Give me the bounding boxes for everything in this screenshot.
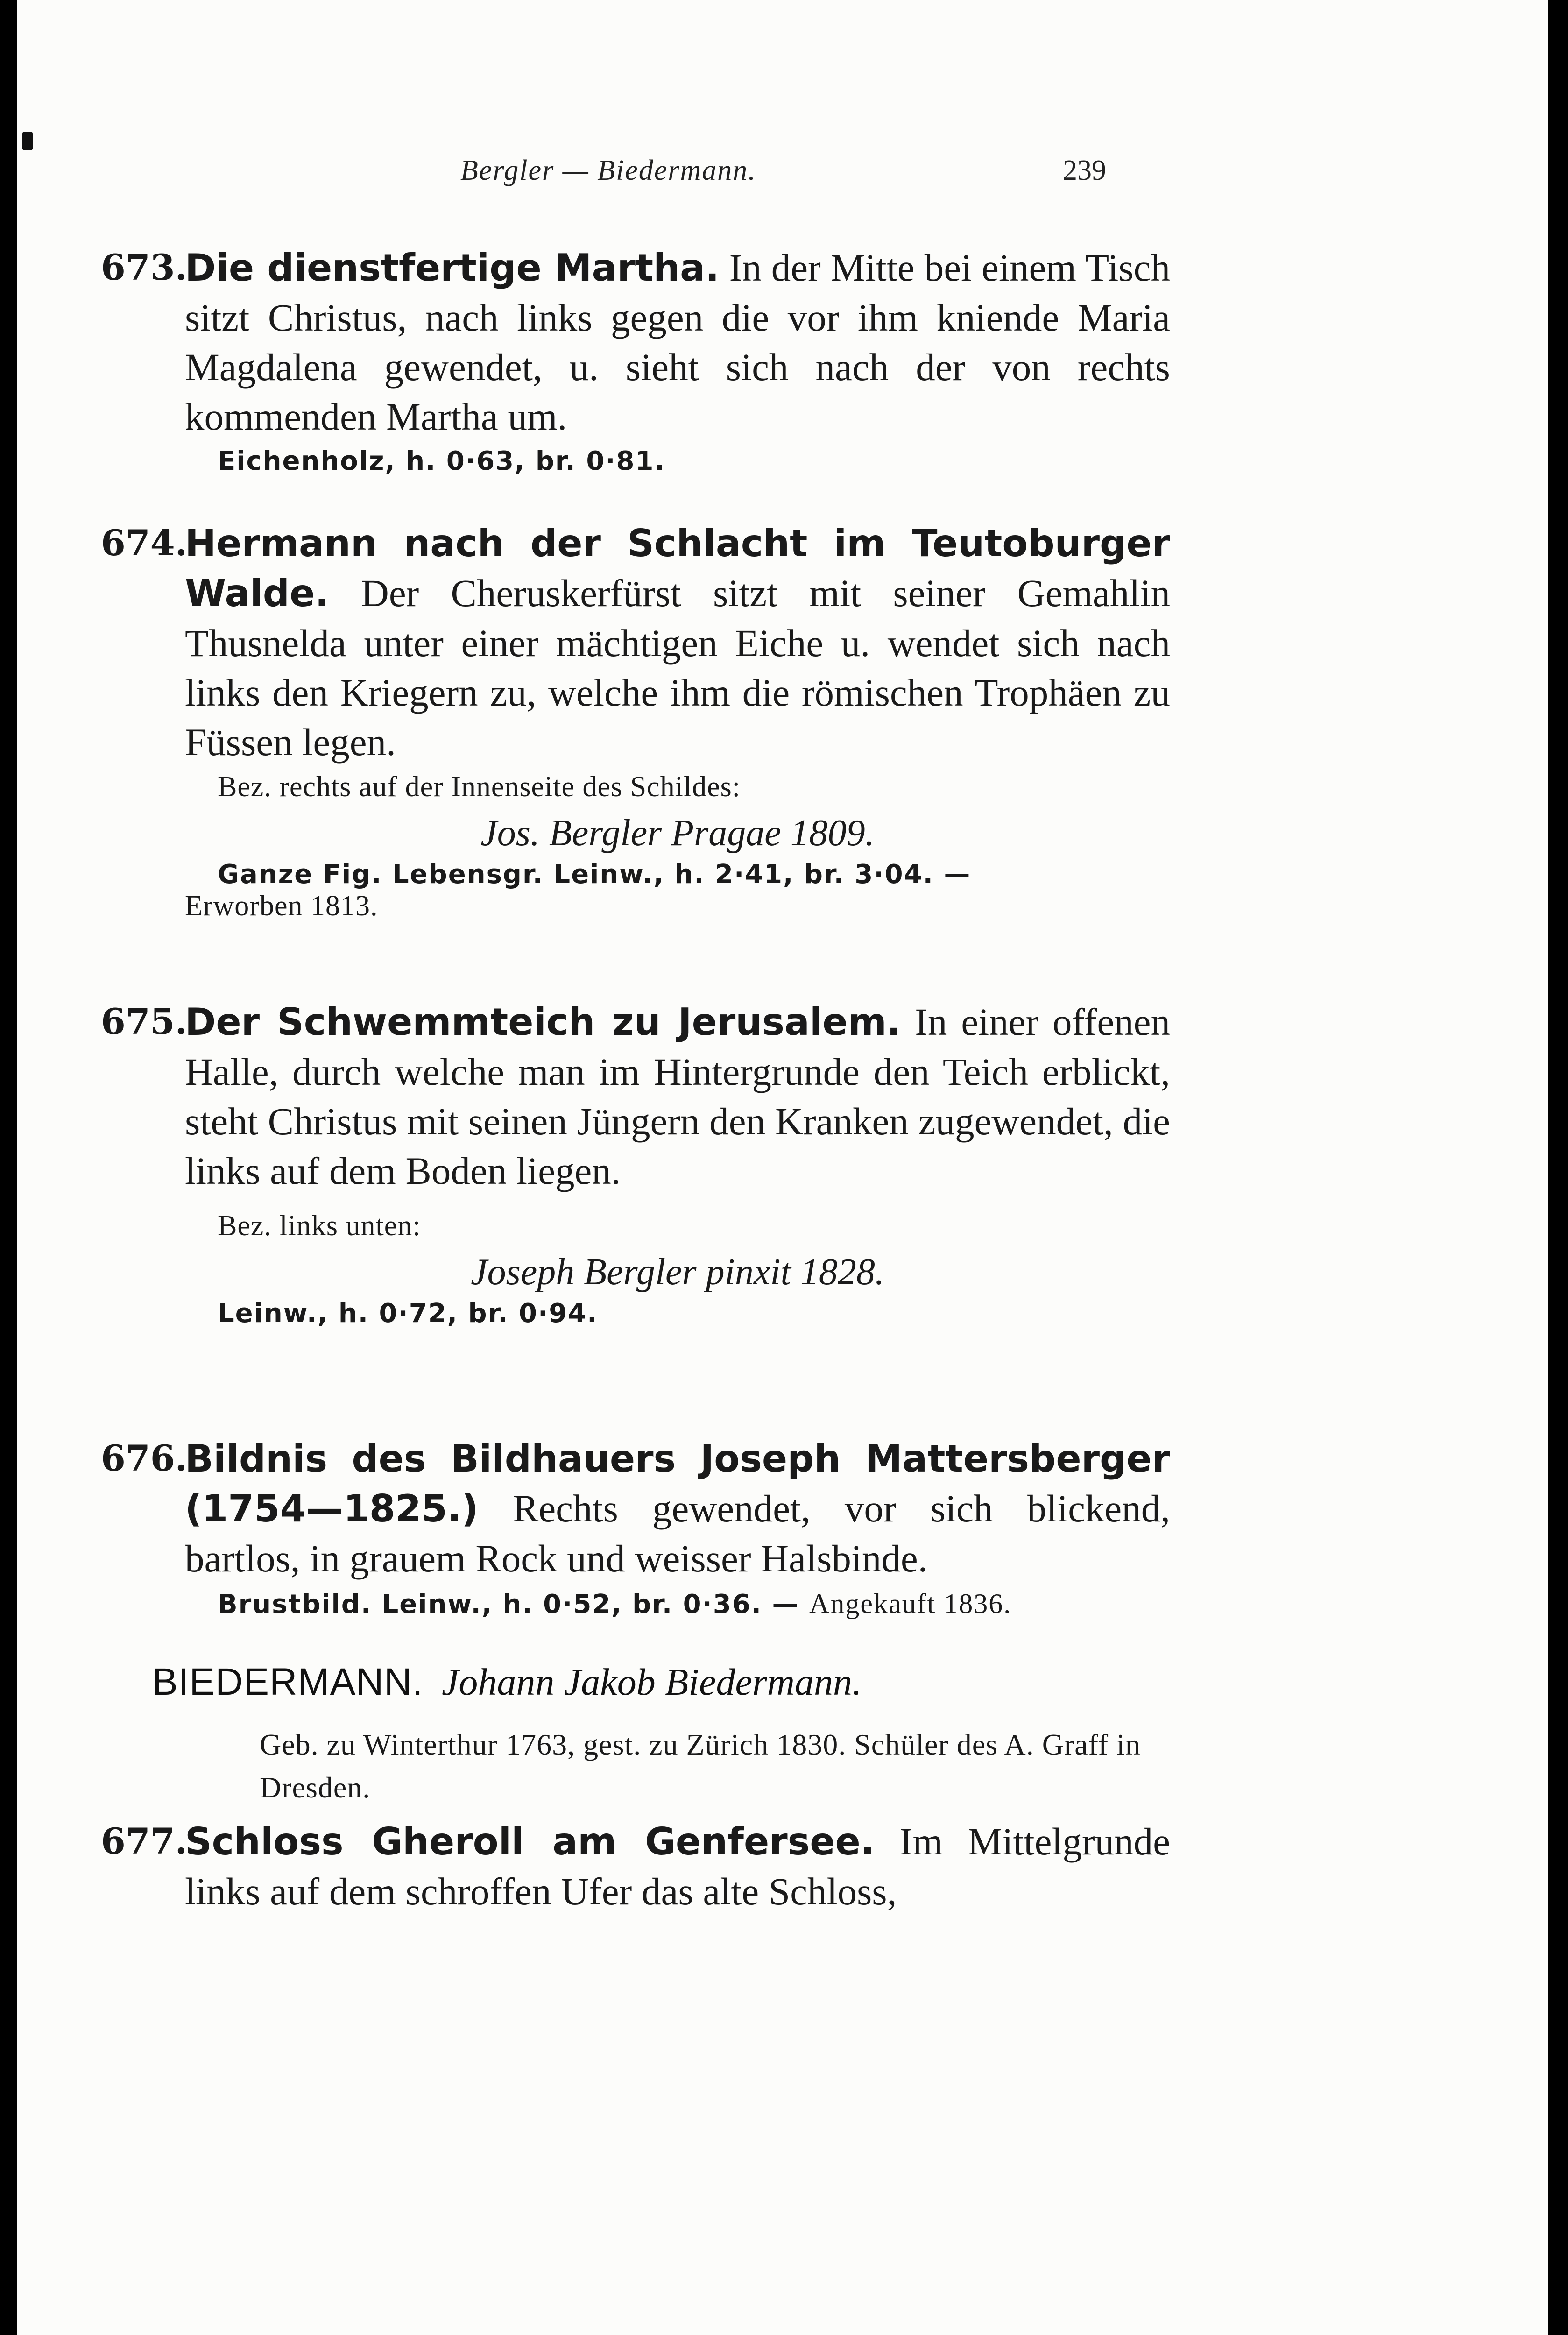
artist-name: BIEDERMANN. (152, 1661, 424, 1703)
signature: Jos. Bergler Pragae 1809. (480, 813, 875, 854)
entry-text (185, 997, 1170, 1196)
entry-title: Bildnis des Bildhauers Joseph Mattersberger (1754—1825.) (185, 1437, 1170, 1530)
artist-full-name: Johann Jakob Biedermann. (442, 1661, 862, 1703)
entry-text (185, 243, 1170, 441)
book-page (17, 0, 1548, 2335)
running-title: Bergler — Biedermann. (460, 155, 756, 186)
inscription-label: Bez. rechts auf der Innenseite des Schildes: (218, 771, 741, 803)
page-number: 239 (1063, 155, 1106, 186)
catalog-entry-677 (101, 1817, 1170, 1916)
running-header (17, 154, 1548, 196)
entry-dimensions (185, 1588, 1170, 1620)
page-edge-mark (22, 132, 33, 150)
entry-dimensions: Leinw., h. 0·72, br. 0·94. (218, 1298, 598, 1329)
entry-number: 677. (101, 1820, 188, 1862)
entry-description: Im Mittelgrunde links auf dem schroffen Ufer das alte Schloss, (185, 1820, 1170, 1913)
entry-title: Hermann nach der Schlacht im Teutoburger Walde. (185, 522, 1170, 615)
entry-number: 675. (101, 1001, 188, 1042)
entry-title: Die dienstfertige Martha. (185, 246, 720, 290)
entry-description: Der Cheruskerfürst sitzt mit seiner Gemahlin Thusnelda unter einer mächtigen Eiche u. wendet sich nach links den Kriegern zu, welche ihm die römischen Trophäen zu Füssen legen. (185, 572, 1170, 764)
entry-dimensions: Ganze Fig. Lebensgr. Leinw., h. 2·41, br. 3·04. — (218, 859, 971, 890)
entry-title: Schloss Gheroll am Genfersee. (185, 1820, 875, 1863)
artist-heading (152, 1660, 1180, 1704)
entry-description: In der Mitte bei einem Tisch sitzt Christus, nach links gegen die vor ihm kniende Maria Magdalena gewendet, u. sieht sich nach der von rechts kommenden Martha um. (185, 246, 1170, 438)
entry-description: In einer offenen Halle, durch welche man im Hintergrunde den Teich erblickt, steht Christus mit seinen Jüngern den Kranken zugewendet, die links auf dem Boden liegen. (185, 1000, 1170, 1192)
acquisition-note: Angekauft 1836. (809, 1588, 1012, 1619)
signature: Joseph Bergler pinxit 1828. (471, 1252, 884, 1293)
entry-text (185, 518, 1170, 767)
entry-text (185, 1817, 1170, 1916)
entry-title: Der Schwemmteich zu Jerusalem. (185, 1000, 901, 1044)
entry-dimensions: Eichenholz, h. 0·63, br. 0·81. (218, 446, 665, 476)
entry-number: 676. (101, 1437, 188, 1479)
entry-number: 674. (101, 522, 188, 564)
artist-bio: Geb. zu Winterthur 1763, gest. zu Zürich 1830. Schüler des A. Graff in Dresden. (260, 1728, 1141, 1804)
entry-text (185, 1434, 1170, 1583)
entry-dimensions-text: Brustbild. Leinw., h. 0·52, br. 0·36. — (218, 1589, 799, 1620)
catalog-entry-676 (101, 1434, 1170, 1620)
catalog-entry-674 (101, 518, 1170, 923)
entry-description: Rechts gewendet, vor sich blickend, bartlos, in grauem Rock und weisser Halsbinde. (185, 1487, 1170, 1580)
inscription-label: Bez. links unten: (218, 1210, 421, 1242)
catalog-entry-673 (101, 243, 1170, 476)
acquisition-note: Erworben 1813. (185, 890, 378, 922)
catalog-entry-675 (101, 997, 1170, 1329)
entry-number: 673. (101, 247, 188, 288)
